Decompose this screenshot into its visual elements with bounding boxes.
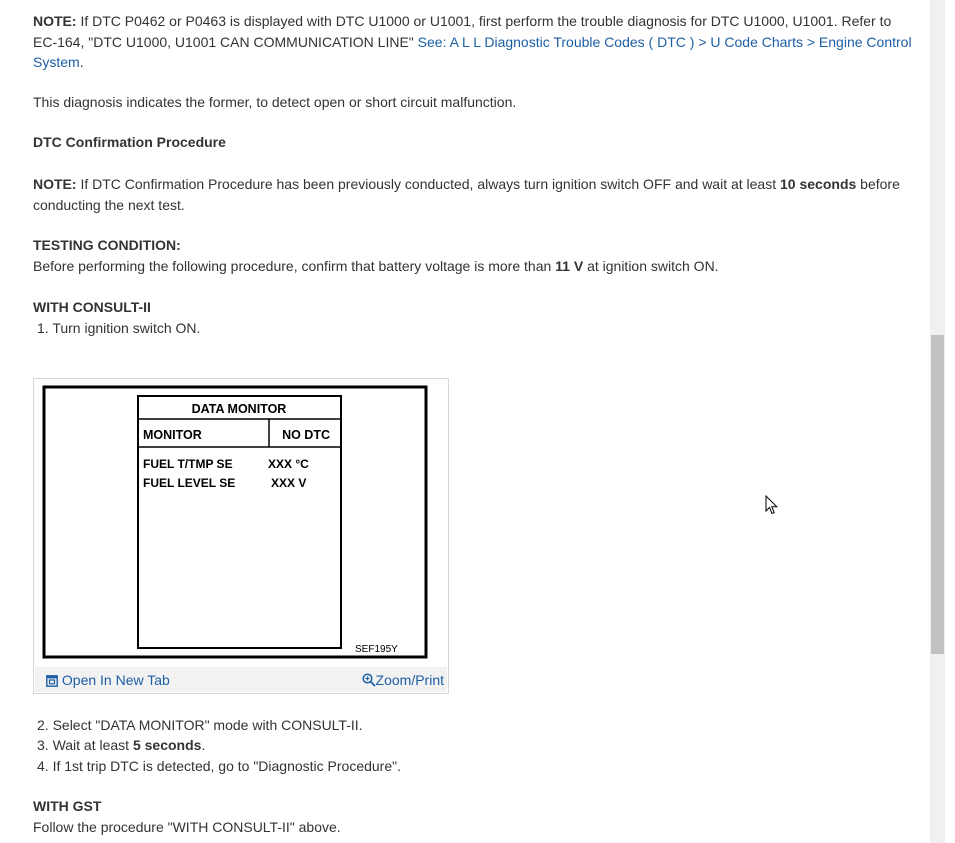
open-new-tab-icon (46, 675, 58, 687)
scrollbar-thumb[interactable] (931, 335, 944, 654)
data-monitor-figure (33, 378, 449, 694)
step-4: 4. If 1st trip DTC is detected, go to "Diagnostic Procedure". (37, 758, 401, 774)
step-1: 1. Turn ignition switch ON. (37, 320, 201, 336)
heading-dtc-confirmation: DTC Confirmation Procedure (33, 134, 226, 150)
row-fuel-temp-value: XXX °C (268, 457, 309, 471)
figure-code: SEF195Y (355, 644, 398, 655)
mouse-cursor-icon (765, 495, 779, 515)
diagnosis-description: This diagnosis indicates the former, to detect open or short circuit malfunction. (33, 94, 517, 110)
step-2: 2. Select "DATA MONITOR" mode with CONSULT-II. (37, 717, 363, 733)
col-no-dtc: NO DTC (282, 428, 330, 442)
note-label: NOTE: (33, 13, 77, 29)
heading-with-consult: WITH CONSULT-II (33, 299, 151, 315)
step-3: 3. Wait at least 5 seconds. (37, 737, 206, 753)
note-label: NOTE: (33, 176, 77, 192)
row-fuel-temp-label: FUEL T/TMP SE (143, 457, 233, 471)
note-can-communication: NOTE: If DTC P0462 or P0463 is displayed with DTC U1000 or U1001, first perform the trouble diagnosis for DTC U1000, U1001. Refer to EC-164, "DTC U1000, U1001 CAN COMMUNICATION LINE" See: A L L Diagnostic Trouble Codes ( DTC ) > U Code Charts > Engine Control System. (33, 13, 912, 70)
data-monitor-illustration (42, 385, 428, 663)
dtc-u-code-link[interactable]: See: A L L Diagnostic Trouble Codes ( DTC ) > U Code Charts > Engine Control System (33, 33, 912, 70)
col-monitor: MONITOR (143, 428, 202, 442)
heading-with-gst: WITH GST (33, 798, 102, 814)
heading-testing-condition: TESTING CONDITION: (33, 237, 181, 253)
figure-toolbar (35, 667, 447, 692)
magnifier-icon (362, 673, 376, 687)
open-in-new-tab-button[interactable]: Open In New Tab (46, 672, 170, 688)
zoom-print-button[interactable]: Zoom/Print (362, 672, 444, 688)
testing-condition-text: Before performing the following procedure, confirm that battery voltage is more than 11 V at ignition switch ON. (33, 258, 719, 274)
row-fuel-level-label: FUEL LEVEL SE (143, 476, 236, 490)
data-monitor-title: DATA MONITOR (191, 402, 287, 416)
with-gst-text: Follow the procedure "WITH CONSULT-II" above. (33, 819, 341, 835)
row-fuel-level-value: XXX V (271, 476, 307, 490)
note-confirmation: NOTE: If DTC Confirmation Procedure has been previously conducted, always turn ignition switch OFF and wait at least 10 seconds before conducting the next test. (33, 176, 900, 213)
